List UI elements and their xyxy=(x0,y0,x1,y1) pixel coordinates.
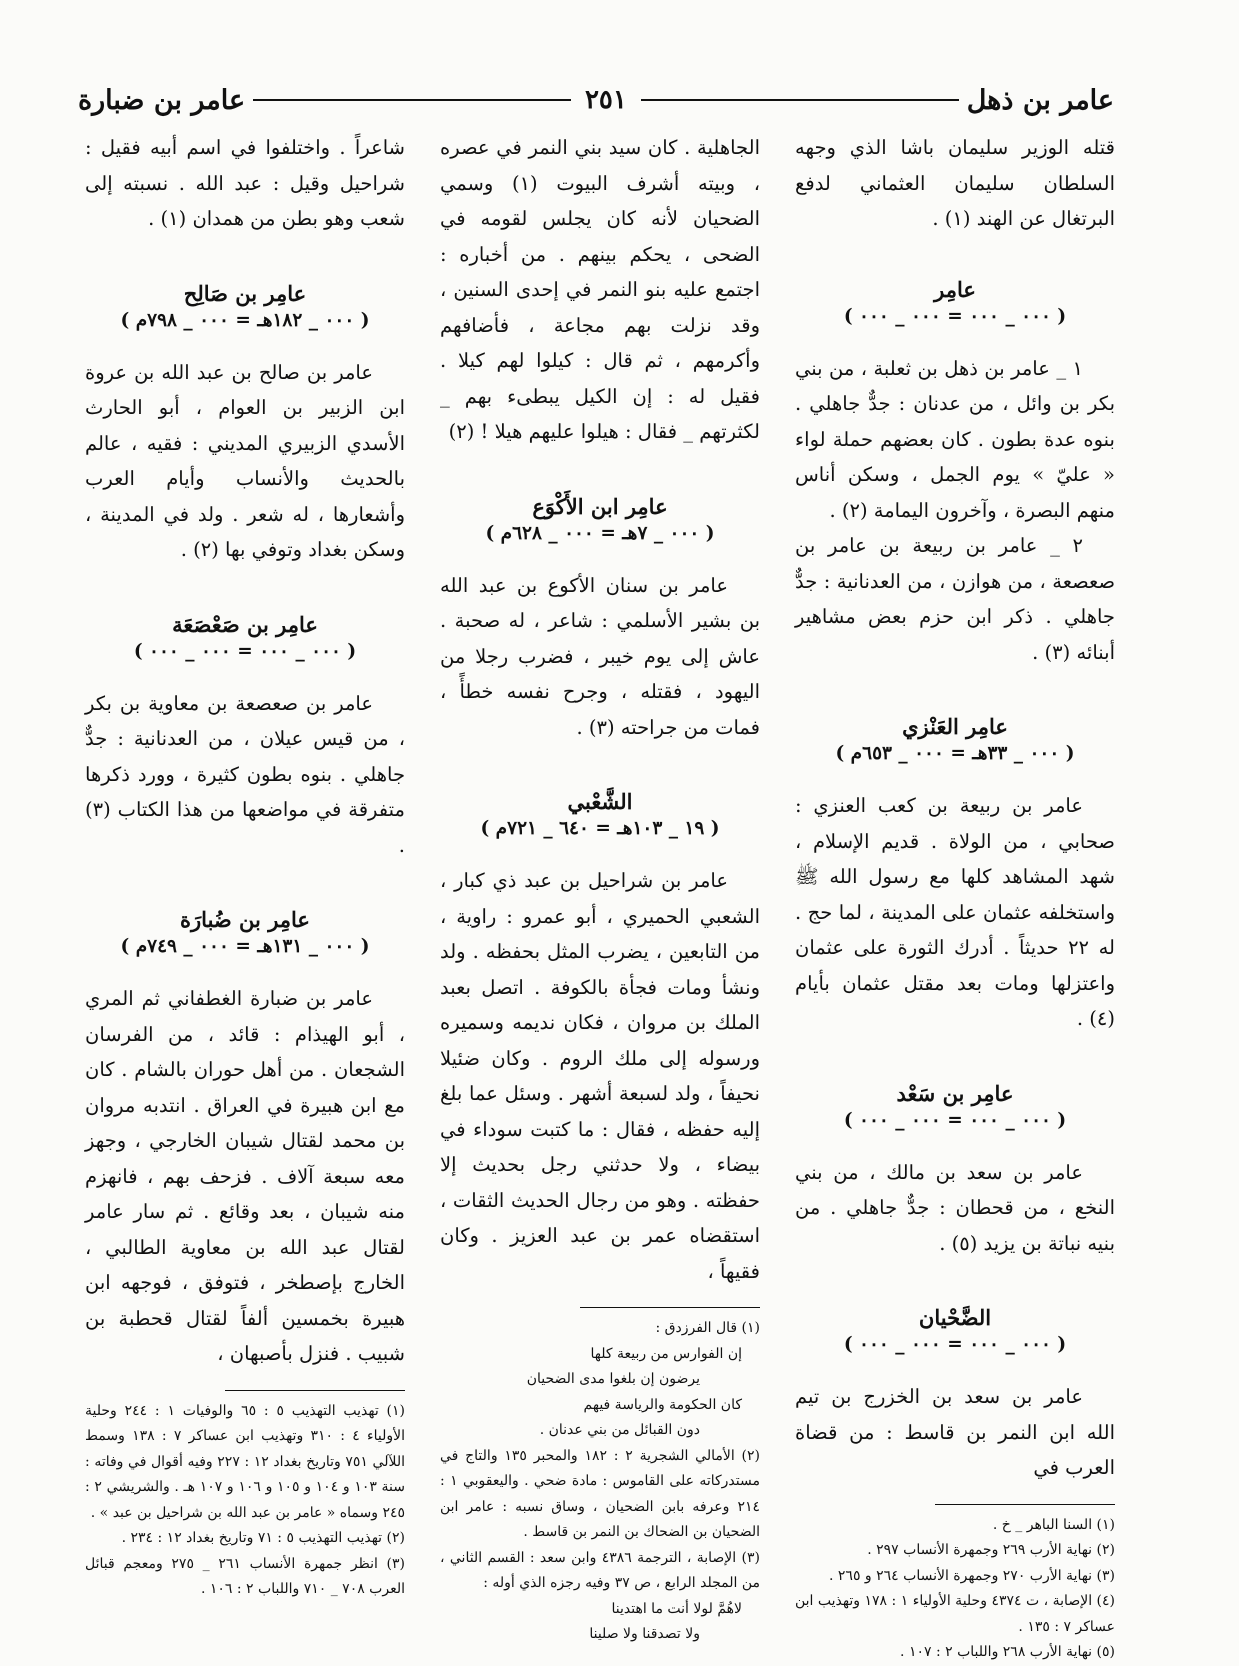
running-head-left: عامر بن ضبارة xyxy=(78,84,246,116)
footnote: (٢) نهاية الأرب ٢٦٩ وجمهرة الأنساب ٢٩٧ . xyxy=(867,1542,1115,1558)
entry-text: ١ _ عامر بن ذهل بن ثعلبة ، من بني بكر بن وائل ، من عدنان : جدٌّ جاهلي . بنوه عدة بطون . كان بعضهم حملة لواء « عليّ » يوم الجمل ، وسكن أناس منهم البصرة ، وآخرون اليمامة (٢) . xyxy=(795,356,1115,522)
continuation-text: شاعراً . واختلفوا في اسم أبيه فقيل : شراحيل وقيل : عبد الله . نسبته إلى شعب وهو بطن من همدان (١) . xyxy=(85,136,405,230)
column-left xyxy=(85,130,405,1620)
poem-verse: كان الحكومة والرياسة فيهم xyxy=(583,1396,742,1413)
entry-text: عامر بن شراحيل بن عبد ذي كبار ، الشعبي الحميري ، أبو عمرو : راوية ، من التابعين ، يضرب المثل بحفظه . ولد ونشأ ومات فجأة بالكوفة . اتصل بعبد الملك بن مروان ، فكان نديمه وسميره ورسوله إلى ملك الروم . وكان ضئيلا نحيفاً ، ولد لسبعة أشهر . وسئل عما بلغ إليه حفظه ، فقال : ما كتبت سوداء في بيضاء ، ولا حدثني رجل بحديث إلا حفظته . وهو من رجال الحديث الثقات ، استقضاه عمر بن عبد العزيز . وكان فقيهاً ، xyxy=(440,869,760,1283)
footnote: (٢) تهذيب التهذيب ٥ : ٧١ وتاريخ بغداد ١٢ : ٢٣٤ . xyxy=(121,1530,405,1546)
entry-title: عامِر بن سَعْد xyxy=(896,1080,1014,1106)
poem-verse: ولا تصدقنا ولا صلينا xyxy=(589,1626,700,1642)
page-header xyxy=(78,78,1114,122)
footnote: (١) السنا الباهر _ خ . xyxy=(992,1516,1115,1533)
entry-dates: ( ٠٠٠ _ ٣٣هـ = ٠٠٠ _ ٦٥٣م ) xyxy=(835,743,1075,764)
entry-text: عامر بن سعد بن الخزرج بن تيم الله ابن النمر بن قاسط : من قضاة العرب في xyxy=(795,1385,1115,1479)
entry-text: عامر بن صعصعة بن معاوية بن بكر ، من قيس عيلان ، من العدنانية : جدٌّ جاهلي . بنوه بطون كثيرة ، وورد ذكرها متفرقة في مواضعها من هذا الكتاب (٣) . xyxy=(85,691,405,857)
entry-text: ٢ _ عامر بن ربيعة بن عامر بن صعصعة ، من هوازن ، من العدنانية : جدٌّ جاهلي . ذكر ابن حزم بعض مشاهير أبنائه (٣) . xyxy=(795,534,1115,664)
footnote-separator xyxy=(580,1307,760,1308)
footnote: (٢) الأمالي الشجرية ٢ : ١٨٢ والمحبر ١٣٥ والتاج في مستدركاته على القاموس : مادة ضحي . واليعقوبي ١ : ٢١٤ وعرفه بابن الضحيان ، وساق نسبه : عامر ابن الضحيان بن الضحاك بن النمر بن قاسط . xyxy=(440,1447,760,1540)
footnote: (١) قال الفرزدق : xyxy=(655,1320,760,1336)
page-number: ٢٥١ xyxy=(584,85,627,115)
footnote: (٥) نهاية الأرب ٢٦٨ واللباب ٢ : ١٠٧ . xyxy=(900,1644,1115,1660)
entry-dates: ( ١٩ _ ١٠٣هـ = ٦٤٠ _ ٧٢١م ) xyxy=(480,818,720,839)
entry-dates: ( ٠٠٠ _ ٧هـ = ٠٠٠ _ ٦٢٨م ) xyxy=(485,522,715,544)
footnote: (٣) انظر جمهرة الأنساب ٢٦١ _ ٢٧٥ ومعجم قبائل العرب ٧٠٨ _ ٧١٠ واللباب ٢ : ١٠٦ . xyxy=(85,1555,406,1597)
entry-title: الضَّحْيان xyxy=(918,1305,992,1330)
entry-text: عامر بن ضبارة الغطفاني ثم المري ، أبو الهيذام : قائد ، من الفرسان الشجعان . من أهل حوران بالشام . كان مع ابن هبيرة في العراق . انتدبه مروان بن محمد لقتال شيبان الخارجي ، وجهز معه سبعة آلاف . فزحف بهم ، فانهزم منه شيبان ، بعد وقائع . ثم سار عامر لقتال عبد الله بن معاوية الطالبي ، الخارج بإصطخر ، فتوفق ، فوجهه ابن هبيرة بخمسين ألفاً لقتال قحطبة بن شبيب . فنزل بأصبهان ، xyxy=(85,987,405,1365)
poem-verse: لاهُمَّ لولا أنت ما اهتدينا xyxy=(611,1600,742,1617)
entry-title: عامِر بن صَالِح xyxy=(183,280,307,306)
entry-dates: ( ٠٠٠ _ ٠٠٠ = ٠٠٠ _ ٠٠٠ ) xyxy=(843,1334,1067,1355)
footnote: (١) تهذيب التهذيب ٥ : ٦٥ والوفيات ١ : ٢٤٤ وحلية الأولياء ٤ : ٣١٠ وتهذيب ابن عساكر ٧ : ١٣٨ وسمط اللآلي ٧٥١ وتاريخ بغداد ١٢ : ٢٢٧ وفيه أقوال في وفاته : سنة ١٠٣ و ١٠٤ و ١٠٥ و ١٠٦ و ١٠٧ هـ . والشريشي ٢ : ٢٤٥ وسماه « عامر بن عبد الله بن شراحيل بن عبد » . xyxy=(85,1402,406,1521)
entry-dates: ( ٠٠٠ _ ١٨٢هـ = ٠٠٠ _ ٧٩٨م ) xyxy=(120,309,370,331)
running-head-right: عامر بن ذهل xyxy=(966,84,1114,116)
entry-title: الشَّعْبي xyxy=(567,789,633,814)
entry-text: عامر بن صالح بن عبد الله بن عروة ابن الزبير بن العوام ، أبو الحارث الأسدي الزبيري المديني : فقيه ، عالم بالحديث والأنساب وأيام العرب وأشعارها ، له شعر . ولد في المدينة ، وسكن بغداد وتوفي بها (٢) . xyxy=(85,360,405,561)
continuation-text: الجاهلية . كان سيد بني النمر في عصره ، وبيته أشرف البيوت (١) وسمي الضحيان لأنه كان يجلس لقومه في الضحى ، يحكم بينهم . من أخباره : اجتمع عليه بنو النمر في إحدى السنين ، وقد نزلت بهم مجاعة ، فأضافهم وأكرمهم ، ثم قال : كيلوا لهم كيلا . فقيل له : إن الكيل يبطىء بهم _ لكثرتهم _ فقال : هيلوا عليهم هيلا ! (٢) xyxy=(440,136,760,443)
entry-title: عامِر ابن الأَكْوَع xyxy=(532,493,668,519)
entry-title: عامِر بن ضُبارَة xyxy=(180,907,310,932)
footnote: (٤) الإصابة ، ت ٤٣٧٤ وحلية الأولياء ١ : ١٧٨ وتهذيب ابن عساكر ٧ : ١٣٥ . xyxy=(795,1593,1116,1635)
column-middle xyxy=(440,130,760,1642)
header-rule-left xyxy=(253,99,571,101)
column-right xyxy=(795,130,1116,1660)
entry-text: عامر بن ربيعة بن كعب العنزي : صحابي ، من الولاة . قديم الإسلام ، شهد المشاهد كلها مع رسول الله ﷺ واستخلفه عثمان على المدينة ، لما حج . له ٢٢ حديثاً . أدرك الثورة على عثمان واعتزلها ومات بعد مقتل عثمان بأيام (٤) . xyxy=(795,794,1115,1030)
entry-dates: ( ٠٠٠ _ ٠٠٠ = ٠٠٠ _ ٠٠٠ ) xyxy=(133,640,357,662)
entry-text: عامر بن سعد بن مالك ، من بني النخع ، من قحطان : جدٌّ جاهلي . من بنيه نباتة بن يزيد (٥) . xyxy=(795,1160,1115,1255)
footnote-separator xyxy=(935,1504,1115,1505)
poem-verse: دون القبائل من بني عدنان . xyxy=(539,1422,700,1438)
footnote-separator xyxy=(225,1390,405,1391)
poem-verse: إن الفوارس من ربيعة كلها xyxy=(590,1345,742,1362)
poem-verse: يرضون إن بلغوا مدى الضحيان xyxy=(526,1371,700,1387)
entry-dates: ( ٠٠٠ _ ٠٠٠ = ٠٠٠ _ ٠٠٠ ) xyxy=(843,1109,1067,1131)
entry-dates: ( ٠٠٠ _ ١٣١هـ = ٠٠٠ _ ٧٤٩م ) xyxy=(120,936,370,957)
footnote: (٣) نهاية الأرب ٢٧٠ وجمهرة الأنساب ٢٦٤ و ٢٦٥ . xyxy=(829,1567,1115,1584)
entry-title: عامِر xyxy=(934,276,976,302)
header-rule-right xyxy=(641,99,959,101)
entry-dates: ( ٠٠٠ _ ٠٠٠ = ٠٠٠ _ ٠٠٠ ) xyxy=(843,305,1067,327)
entry-title: عامِر العَنْزي xyxy=(902,714,1008,739)
continuation-text: قتله الوزير سليمان باشا الذي وجهه السلطان سليمان العثماني لدفع البرتغال عن الهند (١) . xyxy=(795,136,1115,230)
entry-text: عامر بن سنان الأكوع بن عبد الله بن بشير الأسلمي : شاعر ، له صحبة . عاش إلى يوم خيبر ، فضرب رجلا من اليهود ، فقتله ، وجرح نفسه خطأً ، فمات من جراحته (٣) . xyxy=(440,573,760,739)
entry-title: عامِر بن صَعْصَعَة xyxy=(172,611,318,637)
footnote: (٣) الإصابة ، الترجمة ٤٣٨٦ وابن سعد : القسم الثاني ، من المجلد الرابع ، ص ٣٧ وفيه رجزه الذي أوله : xyxy=(440,1549,760,1591)
